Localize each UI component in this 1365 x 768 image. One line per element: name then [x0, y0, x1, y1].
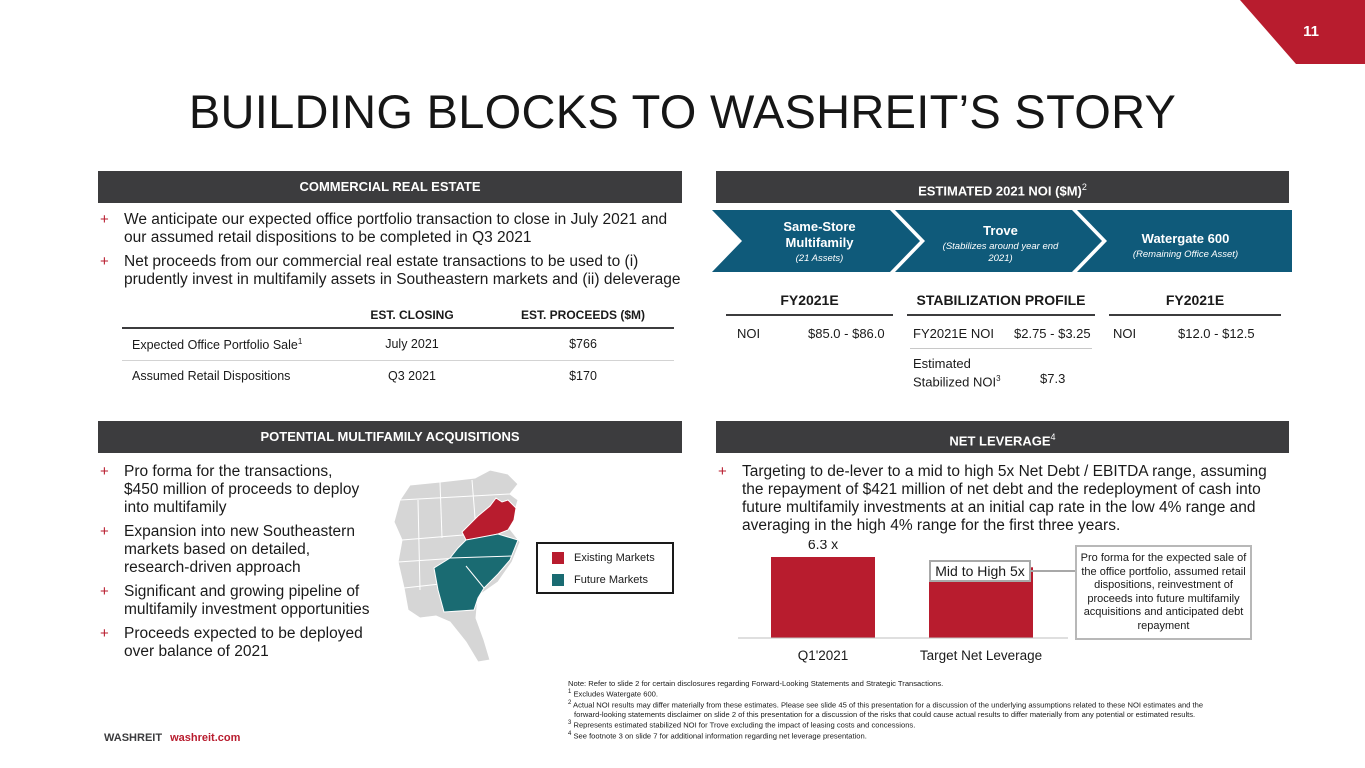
chevron-label-trove — [933, 223, 1068, 265]
commercial-bullet — [98, 253, 682, 289]
table-header-row — [122, 302, 674, 328]
noi-col-header-trove: STABILIZATION PROFILE — [907, 292, 1095, 316]
noi-col-header-watergate: FY2021E — [1109, 292, 1281, 316]
footnote-marker: 2 — [568, 700, 572, 707]
noi-label: NOI — [1113, 326, 1137, 341]
chevron-subtitle: (Remaining Office Asset) — [1132, 249, 1239, 260]
multifamily-header-text: POTENTIAL MULTIFAMILY ACQUISITIONS — [260, 429, 520, 444]
net-leverage-chart — [738, 540, 1068, 665]
footer-website-link[interactable]: washreit.com — [170, 732, 241, 744]
plus-icon: + — [100, 463, 109, 480]
footnote-marker: 1 — [297, 336, 303, 346]
legend-label: Future Markets — [574, 574, 648, 586]
footnote-text: forward-looking statements disclaimer on slide 2 of this presentation for a discussion of the risks that could cause actual results to differ materially from any potential or estimated results. — [574, 709, 1196, 719]
table-cell-proceeds: $170 — [569, 369, 597, 384]
map-legend — [536, 542, 674, 594]
multifamily-bullet-text: Expansion into new Southeastern markets based on detailed, research-driven approach — [124, 523, 355, 576]
stabilized-label-line: Estimated — [913, 356, 971, 371]
multifamily-bullet-text: Significant and growing pipeline of multifamily investment opportunities — [124, 583, 370, 618]
chevron-subtitle: (21 Assets) — [795, 253, 844, 264]
footer — [104, 732, 240, 744]
footnote-marker: 2 — [1081, 182, 1087, 192]
page-title: BUILDING BLOCKS TO WASHREIT’S STORY — [188, 85, 1177, 138]
legend-label: Existing Markets — [574, 552, 655, 564]
footnote-text: Note: Refer to slide 2 for certain disclosures regarding Forward-Looking Statements and Strategic Transactions. — [568, 679, 944, 688]
noi-col-header-same-store: FY2021E — [726, 292, 893, 316]
noi-label: NOI — [737, 326, 761, 341]
plus-icon: + — [718, 463, 727, 480]
commercial-bullet — [98, 211, 682, 247]
page-number: 11 — [1303, 23, 1319, 40]
table-cell-closing: July 2021 — [332, 328, 492, 360]
target-leverage-label: Mid to High 5x — [929, 560, 1031, 582]
plus-icon: + — [100, 583, 109, 600]
row-label: Expected Office Portfolio Sale — [132, 337, 298, 352]
chart-bar — [771, 557, 875, 638]
table-row — [122, 360, 674, 392]
leverage-header — [716, 421, 1289, 453]
chevron-subtitle: (Stabilizes around year end 2021) — [942, 241, 1059, 264]
footnote-marker: 3 — [996, 374, 1001, 383]
plus-icon: + — [100, 625, 109, 642]
row-label: Assumed Retail Dispositions — [132, 369, 291, 384]
footnote-line — [568, 699, 1298, 710]
noi-label: FY2021E NOI — [913, 326, 994, 341]
table-cell-proceeds: $766 — [492, 328, 674, 360]
chevron-title: Watergate 600 — [1141, 231, 1230, 246]
table-cell-closing: Q3 2021 — [388, 369, 436, 384]
footnotes — [568, 679, 1298, 741]
leverage-bullet-text: Targeting to de-lever to a mid to high 5x Net Debt / EBITDA range, assuming the repayment of $421 million of net debt and the redeployment of cash into future multifamily investments at an initial cap rate in the low 4% range and averaging in the high 4% range for the first three years. — [742, 463, 1267, 534]
leverage-bullets — [716, 463, 1276, 541]
footnote-text: Represents estimated stabilized NOI for Trove excluding the impact of leasing costs and concessions. — [571, 720, 916, 730]
commercial-bullets — [98, 211, 682, 295]
multifamily-bullet — [98, 463, 370, 517]
table-header-empty — [122, 302, 332, 328]
callout-connector — [1031, 568, 1077, 574]
divider — [910, 348, 1092, 349]
multifamily-bullet — [98, 625, 370, 661]
plus-icon: + — [100, 211, 109, 228]
chart-category-label: Target Net Leverage — [919, 648, 1043, 663]
legend-swatch-future — [552, 574, 564, 586]
proceeds-table — [122, 302, 674, 392]
plus-icon: + — [100, 523, 109, 540]
footnote-line — [568, 710, 1298, 719]
table-header-proceeds: EST. PROCEEDS ($M) — [492, 302, 674, 328]
chart-data-label: 6.3 x — [807, 540, 839, 552]
leverage-header-text: NET LEVERAGE — [949, 433, 1051, 449]
noi-header — [716, 171, 1289, 203]
footnote-line — [568, 719, 1298, 730]
multifamily-bullets — [98, 463, 370, 667]
table-cell-label — [122, 328, 332, 360]
leverage-bullet — [716, 463, 1276, 535]
stabilized-noi-label — [913, 356, 1001, 389]
table-header-closing: EST. CLOSING — [332, 302, 492, 328]
commercial-bullet-text: We anticipate our expected office portfolio transaction to close in July 2021 and our assumed retail dispositions to be completed in Q3 2021 — [124, 211, 668, 246]
stabilized-label-text: Stabilized NOI — [913, 374, 997, 390]
footnote-marker: 4 — [1050, 432, 1056, 442]
footnote-text: See footnote 3 on slide 7 for additional information regarding net leverage presentation. — [571, 731, 867, 741]
legend-swatch-existing — [552, 552, 564, 564]
commercial-header-text: COMMERCIAL REAL ESTATE — [299, 179, 481, 194]
leverage-callout: Pro forma for the expected sale of the office portfolio, assumed retail dispositions, reinvestment of proceeds into future multifamily acquisitions and anticipated debt repayment — [1075, 545, 1252, 640]
noi-value: $85.0 - $86.0 — [808, 326, 885, 341]
stabilized-label-line — [913, 371, 1001, 389]
chevron-title: Same-Store Multifamily — [783, 219, 856, 250]
table-cell-label — [122, 360, 332, 392]
noi-value: $2.75 - $3.25 — [1014, 326, 1091, 341]
noi-value: $12.0 - $12.5 — [1178, 326, 1255, 341]
footer-brand: WASHREIT — [104, 732, 163, 744]
chevron-title: Trove — [983, 223, 1018, 238]
footnote-text: Excludes Watergate 600. — [571, 689, 659, 699]
multifamily-bullet-text: Proceeds expected to be deployed over balance of 2021 — [124, 625, 363, 660]
footnote-line — [568, 730, 1298, 741]
multifamily-bullet — [98, 523, 370, 577]
footnote-marker: 3 — [568, 720, 572, 727]
commercial-bullet-text: Net proceeds from our commercial real estate transactions to be used to (i) prudently invest in multifamily assets in Southeastern markets and (ii) deleverage — [124, 253, 681, 288]
table-row — [122, 328, 674, 360]
multifamily-header — [98, 421, 682, 453]
plus-icon: + — [100, 253, 109, 270]
commercial-header — [98, 171, 682, 203]
footnote-line — [568, 679, 1298, 688]
multifamily-bullet — [98, 583, 370, 619]
chart-category-label: Q1'2021 — [797, 648, 849, 663]
southeast-map — [380, 470, 530, 665]
multifamily-bullet-text: Pro forma for the transactions, $450 million of proceeds to deploy into multifamily — [124, 463, 360, 516]
stabilized-noi-value: $7.3 — [1040, 371, 1066, 386]
footnote-text: Actual NOI results may differ materially from these estimates. Please see slide 45 of this presentation for a discussion of the underlying assumptions related to these NOI estimates and the — [571, 700, 1204, 710]
footnote-line — [568, 688, 1298, 699]
chevron-label-watergate — [1118, 231, 1253, 261]
footnote-marker: 4 — [568, 731, 572, 738]
chevron-label-same-store — [762, 219, 877, 265]
footnote-marker: 1 — [568, 689, 572, 696]
noi-header-text: ESTIMATED 2021 NOI ($M) — [918, 183, 1082, 199]
